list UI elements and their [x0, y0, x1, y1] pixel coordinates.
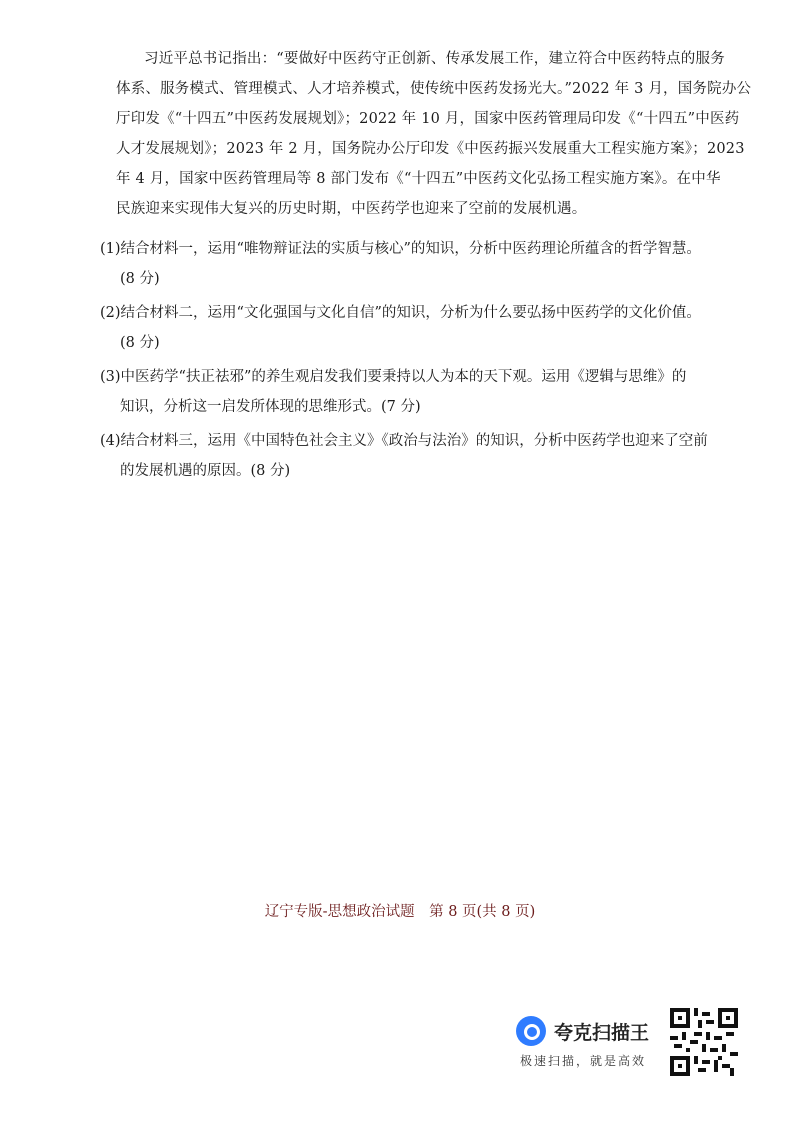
material-line: 人才发展规划》；2023 年 2 月，国务院办公厅印发《中医药振兴发展重大工程实施方案》；2023	[116, 141, 745, 157]
question-text-cont: 的发展机遇的原因。(8 分)	[120, 463, 291, 479]
scanner-logo-icon	[516, 1016, 546, 1046]
question-score: (8 分)	[120, 271, 160, 287]
material-line: 民族迎来实现伟大复兴的历史时期，中医药学也迎来了空前的发展机遇。	[116, 201, 587, 217]
page-footer: 辽宁专版-思想政治试题 第 8 页(共 8 页)	[264, 904, 536, 920]
question-4	[100, 426, 708, 486]
question-text: (2)结合材料二，运用“文化强国与文化自信”的知识，分析为什么要弘扬中医药学的文化价值。	[100, 305, 701, 321]
question-text: (4)结合材料三，运用《中国特色社会主义》《政治与法治》的知识，分析中医药学也迎来了空前	[100, 433, 708, 449]
question-text: (1)结合材料一，运用“唯物辩证法的实质与核心”的知识，分析中医药理论所蕴含的哲学智慧。	[100, 241, 701, 257]
material-line: 习近平总书记指出：“要做好中医药守正创新、传承发展工作，建立符合中医药特点的服务	[144, 51, 725, 67]
scanner-slogan: 极速扫描，就是高效	[520, 1054, 647, 1068]
material-line: 厅印发《“十四五”中医药发展规划》；2022 年 10 月，国家中医药管理局印发《“十四五”中医药	[116, 111, 740, 127]
scanner-brand-name: 夸克扫描王	[554, 1022, 650, 1044]
question-text-cont: 知识，分析这一启发所体现的思维形式。(7 分)	[120, 399, 421, 415]
qr-code-icon	[670, 1008, 738, 1076]
question-3	[100, 362, 690, 422]
question-2	[100, 298, 701, 358]
question-score: (8 分)	[120, 335, 160, 351]
material-line: 体系、服务模式、管理模式、人才培养模式，使传统中医药发扬光大。”2022 年 3 月，国务院办公	[116, 81, 752, 97]
scanner-watermark	[516, 1012, 666, 1072]
question-1	[100, 234, 701, 294]
question-text: (3)中医药学“扶正祛邪”的养生观启发我们要秉持以人为本的天下观。运用《逻辑与思维》的	[100, 369, 687, 385]
material-paragraph	[116, 44, 752, 224]
material-line: 年 4 月，国家中医药管理局等 8 部门发布《“十四五”中医药文化弘扬工程实施方案》。在中华	[116, 171, 721, 187]
